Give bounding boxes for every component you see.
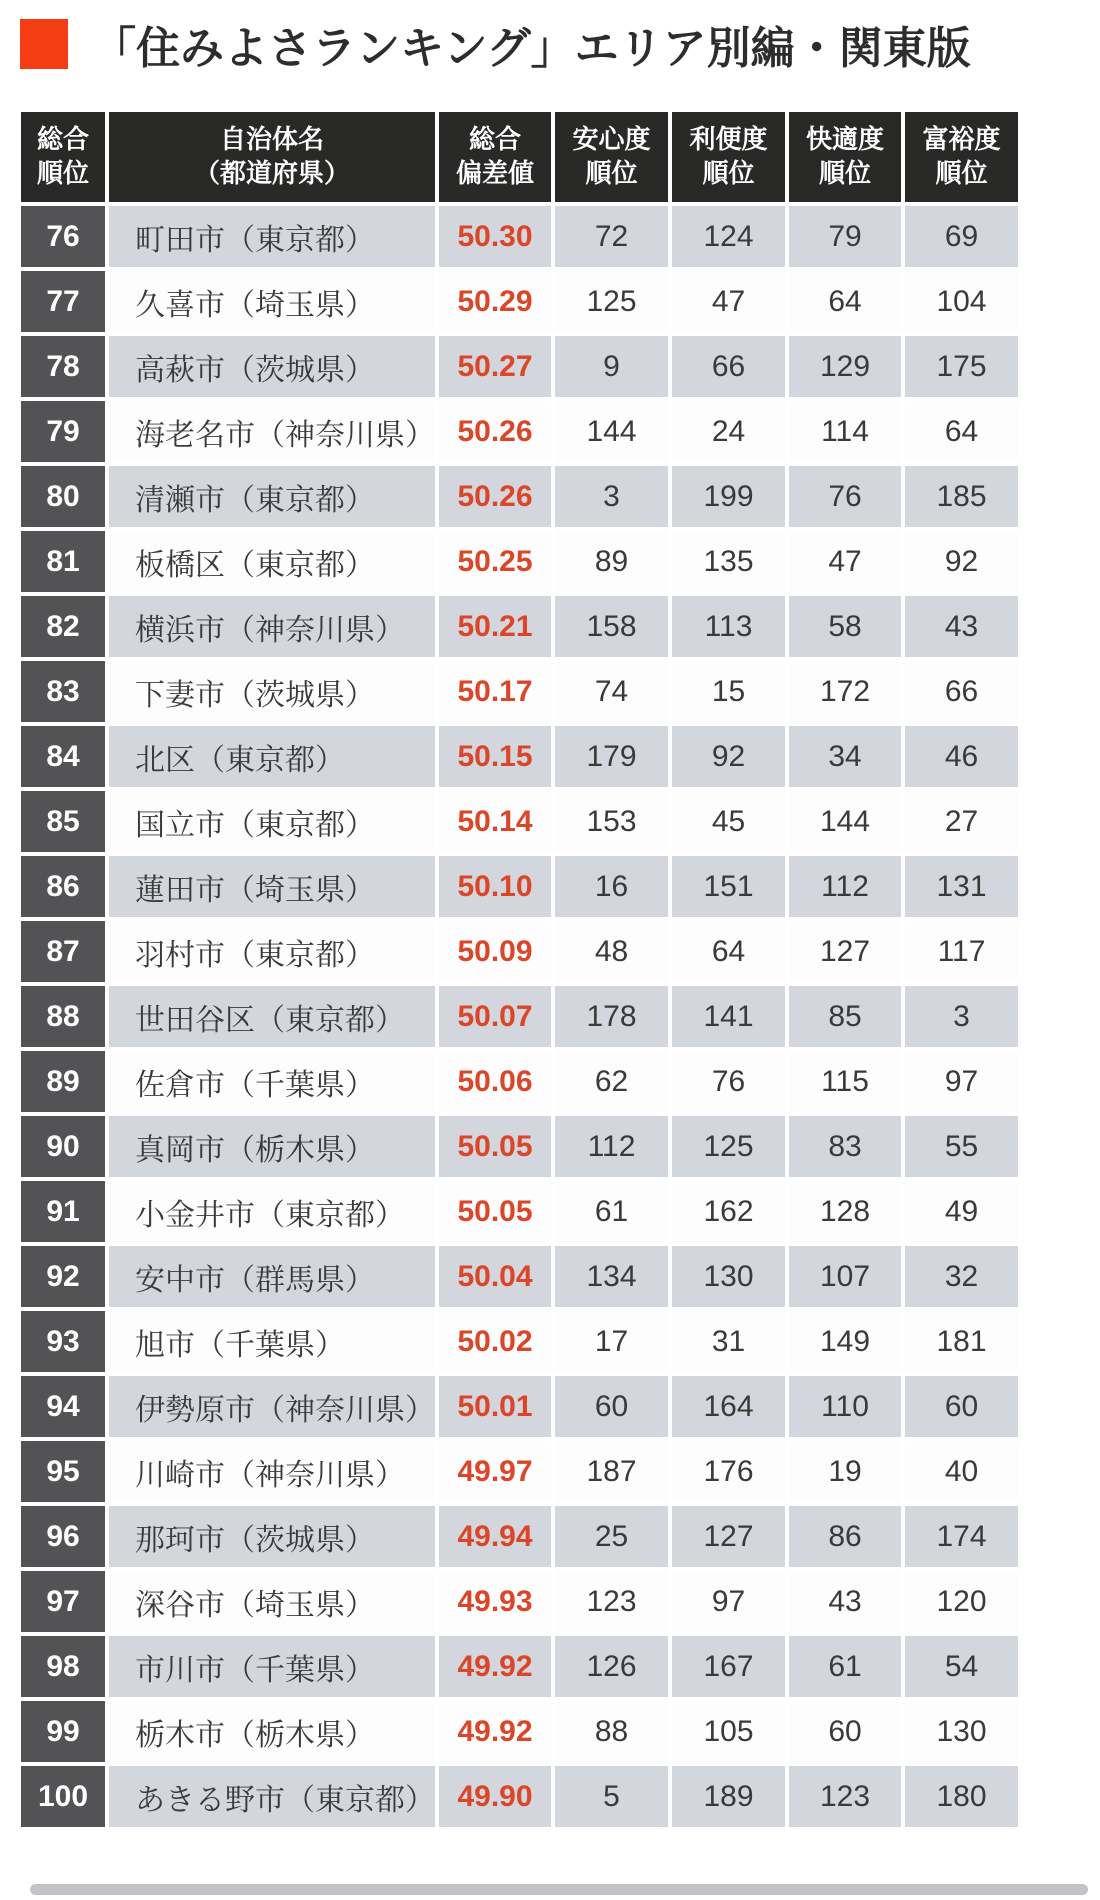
municipality-cell: 伊勢原市（神奈川県） — [109, 1376, 435, 1437]
comfort-rank-cell: 129 — [789, 336, 901, 397]
safety-rank-cell: 134 — [555, 1246, 668, 1307]
comfort-rank-cell: 107 — [789, 1246, 901, 1307]
rank-cell: 90 — [21, 1116, 105, 1177]
comfort-rank-cell: 127 — [789, 921, 901, 982]
table-row — [21, 1766, 1018, 1827]
wealth-rank-cell: 54 — [905, 1636, 1018, 1697]
wealth-rank-cell: 66 — [905, 661, 1018, 722]
convenience-rank-cell: 47 — [672, 271, 785, 332]
rank-cell: 96 — [21, 1506, 105, 1567]
safety-rank-cell: 17 — [555, 1311, 668, 1372]
wealth-rank-cell: 40 — [905, 1441, 1018, 1502]
safety-rank-cell: 178 — [555, 986, 668, 1047]
safety-rank-cell: 5 — [555, 1766, 668, 1827]
table-row — [21, 531, 1018, 592]
convenience-rank-cell: 76 — [672, 1051, 785, 1112]
rank-cell: 86 — [21, 856, 105, 917]
convenience-rank-cell: 105 — [672, 1701, 785, 1762]
comfort-rank-cell: 112 — [789, 856, 901, 917]
col-header-safety: 安心度 順位 — [555, 112, 668, 202]
score-cell: 50.15 — [439, 726, 551, 787]
convenience-rank-cell: 64 — [672, 921, 785, 982]
col-header-municipality: 自治体名 （都道府県） — [109, 112, 435, 202]
score-cell: 49.90 — [439, 1766, 551, 1827]
safety-rank-cell: 144 — [555, 401, 668, 462]
score-cell: 50.14 — [439, 791, 551, 852]
comfort-rank-cell: 43 — [789, 1571, 901, 1632]
table-row — [21, 1181, 1018, 1242]
wealth-rank-cell: 180 — [905, 1766, 1018, 1827]
rank-cell: 77 — [21, 271, 105, 332]
rank-cell: 87 — [21, 921, 105, 982]
rank-cell: 97 — [21, 1571, 105, 1632]
municipality-cell: 久喜市（埼玉県） — [109, 271, 435, 332]
municipality-cell: 真岡市（栃木県） — [109, 1116, 435, 1177]
convenience-rank-cell: 24 — [672, 401, 785, 462]
table-row — [21, 856, 1018, 917]
score-cell: 50.26 — [439, 466, 551, 527]
convenience-rank-cell: 167 — [672, 1636, 785, 1697]
wealth-rank-cell: 181 — [905, 1311, 1018, 1372]
page-header — [20, 12, 1080, 76]
comfort-rank-cell: 123 — [789, 1766, 901, 1827]
convenience-rank-cell: 124 — [672, 206, 785, 267]
wealth-rank-cell: 32 — [905, 1246, 1018, 1307]
score-cell: 50.01 — [439, 1376, 551, 1437]
convenience-rank-cell: 92 — [672, 726, 785, 787]
convenience-rank-cell: 113 — [672, 596, 785, 657]
municipality-cell: 横浜市（神奈川県） — [109, 596, 435, 657]
table-header-row — [21, 112, 1018, 202]
score-cell: 50.06 — [439, 1051, 551, 1112]
rank-cell: 85 — [21, 791, 105, 852]
wealth-rank-cell: 97 — [905, 1051, 1018, 1112]
comfort-rank-cell: 115 — [789, 1051, 901, 1112]
score-cell: 50.17 — [439, 661, 551, 722]
safety-rank-cell: 25 — [555, 1506, 668, 1567]
safety-rank-cell: 112 — [555, 1116, 668, 1177]
rank-cell: 98 — [21, 1636, 105, 1697]
score-cell: 50.07 — [439, 986, 551, 1047]
safety-rank-cell: 3 — [555, 466, 668, 527]
rank-cell: 82 — [21, 596, 105, 657]
score-cell: 50.29 — [439, 271, 551, 332]
convenience-rank-cell: 162 — [672, 1181, 785, 1242]
table-row — [21, 401, 1018, 462]
convenience-rank-cell: 15 — [672, 661, 785, 722]
rank-cell: 84 — [21, 726, 105, 787]
score-cell: 50.25 — [439, 531, 551, 592]
safety-rank-cell: 125 — [555, 271, 668, 332]
safety-rank-cell: 74 — [555, 661, 668, 722]
score-cell: 50.09 — [439, 921, 551, 982]
wealth-rank-cell: 27 — [905, 791, 1018, 852]
comfort-rank-cell: 34 — [789, 726, 901, 787]
table-row — [21, 1051, 1018, 1112]
livability-ranking-table — [17, 108, 1022, 1831]
table-row — [21, 1311, 1018, 1372]
safety-rank-cell: 88 — [555, 1701, 668, 1762]
table-row — [21, 1571, 1018, 1632]
comfort-rank-cell: 58 — [789, 596, 901, 657]
table-row — [21, 1506, 1018, 1567]
municipality-cell: 町田市（東京都） — [109, 206, 435, 267]
wealth-rank-cell: 117 — [905, 921, 1018, 982]
rank-cell: 83 — [21, 661, 105, 722]
municipality-cell: 栃木市（栃木県） — [109, 1701, 435, 1762]
safety-rank-cell: 89 — [555, 531, 668, 592]
municipality-cell: 小金井市（東京都） — [109, 1181, 435, 1242]
safety-rank-cell: 153 — [555, 791, 668, 852]
convenience-rank-cell: 151 — [672, 856, 785, 917]
wealth-rank-cell: 49 — [905, 1181, 1018, 1242]
safety-rank-cell: 72 — [555, 206, 668, 267]
convenience-rank-cell: 189 — [672, 1766, 785, 1827]
score-cell: 49.92 — [439, 1636, 551, 1697]
rank-cell: 81 — [21, 531, 105, 592]
safety-rank-cell: 9 — [555, 336, 668, 397]
table-row — [21, 726, 1018, 787]
convenience-rank-cell: 127 — [672, 1506, 785, 1567]
score-cell: 50.10 — [439, 856, 551, 917]
municipality-cell: 旭市（千葉県） — [109, 1311, 435, 1372]
rank-cell: 89 — [21, 1051, 105, 1112]
convenience-rank-cell: 66 — [672, 336, 785, 397]
comfort-rank-cell: 64 — [789, 271, 901, 332]
rank-cell: 78 — [21, 336, 105, 397]
comfort-rank-cell: 79 — [789, 206, 901, 267]
convenience-rank-cell: 176 — [672, 1441, 785, 1502]
safety-rank-cell: 126 — [555, 1636, 668, 1697]
comfort-rank-cell: 110 — [789, 1376, 901, 1437]
col-header-convenience: 利便度 順位 — [672, 112, 785, 202]
rank-cell: 76 — [21, 206, 105, 267]
wealth-rank-cell: 3 — [905, 986, 1018, 1047]
score-cell: 50.05 — [439, 1181, 551, 1242]
comfort-rank-cell: 172 — [789, 661, 901, 722]
rank-cell: 88 — [21, 986, 105, 1047]
score-cell: 49.94 — [439, 1506, 551, 1567]
municipality-cell: 佐倉市（千葉県） — [109, 1051, 435, 1112]
comfort-rank-cell: 144 — [789, 791, 901, 852]
table-row — [21, 791, 1018, 852]
wealth-rank-cell: 92 — [905, 531, 1018, 592]
col-header-wealth: 富裕度 順位 — [905, 112, 1018, 202]
comfort-rank-cell: 76 — [789, 466, 901, 527]
table-row — [21, 1441, 1018, 1502]
table-row — [21, 596, 1018, 657]
municipality-cell: 国立市（東京都） — [109, 791, 435, 852]
comfort-rank-cell: 61 — [789, 1636, 901, 1697]
comfort-rank-cell: 47 — [789, 531, 901, 592]
convenience-rank-cell: 141 — [672, 986, 785, 1047]
rank-cell: 91 — [21, 1181, 105, 1242]
convenience-rank-cell: 135 — [672, 531, 785, 592]
rank-cell: 93 — [21, 1311, 105, 1372]
comfort-rank-cell: 19 — [789, 1441, 901, 1502]
wealth-rank-cell: 185 — [905, 466, 1018, 527]
convenience-rank-cell: 45 — [672, 791, 785, 852]
convenience-rank-cell: 164 — [672, 1376, 785, 1437]
municipality-cell: 市川市（千葉県） — [109, 1636, 435, 1697]
table-row — [21, 336, 1018, 397]
score-cell: 50.30 — [439, 206, 551, 267]
score-cell: 49.97 — [439, 1441, 551, 1502]
table-row — [21, 1116, 1018, 1177]
safety-rank-cell: 179 — [555, 726, 668, 787]
safety-rank-cell: 61 — [555, 1181, 668, 1242]
comfort-rank-cell: 128 — [789, 1181, 901, 1242]
score-cell: 50.04 — [439, 1246, 551, 1307]
safety-rank-cell: 123 — [555, 1571, 668, 1632]
wealth-rank-cell: 46 — [905, 726, 1018, 787]
municipality-cell: 下妻市（茨城県） — [109, 661, 435, 722]
safety-rank-cell: 16 — [555, 856, 668, 917]
wealth-rank-cell: 64 — [905, 401, 1018, 462]
wealth-rank-cell: 131 — [905, 856, 1018, 917]
table-row — [21, 986, 1018, 1047]
rank-cell: 100 — [21, 1766, 105, 1827]
col-header-rank: 総合 順位 — [21, 112, 105, 202]
page-title: 「住みよさランキング」エリア別編・関東版 — [92, 24, 971, 73]
municipality-cell: 板橋区（東京都） — [109, 531, 435, 592]
col-header-score: 総合 偏差値 — [439, 112, 551, 202]
municipality-cell: あきる野市（東京都） — [109, 1766, 435, 1827]
wealth-rank-cell: 174 — [905, 1506, 1018, 1567]
rank-cell: 92 — [21, 1246, 105, 1307]
comfort-rank-cell: 149 — [789, 1311, 901, 1372]
convenience-rank-cell: 31 — [672, 1311, 785, 1372]
municipality-cell: 世田谷区（東京都） — [109, 986, 435, 1047]
convenience-rank-cell: 125 — [672, 1116, 785, 1177]
wealth-rank-cell: 130 — [905, 1701, 1018, 1762]
col-header-comfort: 快適度 順位 — [789, 112, 901, 202]
title-bullet-icon — [20, 19, 68, 69]
score-cell: 50.26 — [439, 401, 551, 462]
municipality-cell: 川崎市（神奈川県） — [109, 1441, 435, 1502]
comfort-rank-cell: 114 — [789, 401, 901, 462]
convenience-rank-cell: 130 — [672, 1246, 785, 1307]
score-cell: 50.02 — [439, 1311, 551, 1372]
municipality-cell: 那珂市（茨城県） — [109, 1506, 435, 1567]
municipality-cell: 深谷市（埼玉県） — [109, 1571, 435, 1632]
comfort-rank-cell: 60 — [789, 1701, 901, 1762]
safety-rank-cell: 62 — [555, 1051, 668, 1112]
rank-cell: 94 — [21, 1376, 105, 1437]
rank-cell: 79 — [21, 401, 105, 462]
safety-rank-cell: 60 — [555, 1376, 668, 1437]
municipality-cell: 清瀬市（東京都） — [109, 466, 435, 527]
table-row — [21, 206, 1018, 267]
municipality-cell: 北区（東京都） — [109, 726, 435, 787]
municipality-cell: 海老名市（神奈川県） — [109, 401, 435, 462]
municipality-cell: 蓮田市（埼玉県） — [109, 856, 435, 917]
table-row — [21, 466, 1018, 527]
table-row — [21, 921, 1018, 982]
convenience-rank-cell: 97 — [672, 1571, 785, 1632]
safety-rank-cell: 48 — [555, 921, 668, 982]
rank-cell: 80 — [21, 466, 105, 527]
wealth-rank-cell: 43 — [905, 596, 1018, 657]
table-row — [21, 1701, 1018, 1762]
score-cell: 49.93 — [439, 1571, 551, 1632]
comfort-rank-cell: 86 — [789, 1506, 901, 1567]
wealth-rank-cell: 60 — [905, 1376, 1018, 1437]
wealth-rank-cell: 55 — [905, 1116, 1018, 1177]
table-row — [21, 1376, 1018, 1437]
comfort-rank-cell: 83 — [789, 1116, 901, 1177]
wealth-rank-cell: 175 — [905, 336, 1018, 397]
horizontal-scrollbar[interactable] — [30, 1884, 1088, 1895]
table-row — [21, 1246, 1018, 1307]
score-cell: 50.05 — [439, 1116, 551, 1177]
score-cell: 50.27 — [439, 336, 551, 397]
wealth-rank-cell: 120 — [905, 1571, 1018, 1632]
comfort-rank-cell: 85 — [789, 986, 901, 1047]
municipality-cell: 羽村市（東京都） — [109, 921, 435, 982]
table-row — [21, 661, 1018, 722]
wealth-rank-cell: 69 — [905, 206, 1018, 267]
score-cell: 49.92 — [439, 1701, 551, 1762]
table-row — [21, 1636, 1018, 1697]
wealth-rank-cell: 104 — [905, 271, 1018, 332]
municipality-cell: 高萩市（茨城県） — [109, 336, 435, 397]
municipality-cell: 安中市（群馬県） — [109, 1246, 435, 1307]
convenience-rank-cell: 199 — [672, 466, 785, 527]
rank-cell: 95 — [21, 1441, 105, 1502]
score-cell: 50.21 — [439, 596, 551, 657]
safety-rank-cell: 158 — [555, 596, 668, 657]
table-row — [21, 271, 1018, 332]
rank-cell: 99 — [21, 1701, 105, 1762]
safety-rank-cell: 187 — [555, 1441, 668, 1502]
